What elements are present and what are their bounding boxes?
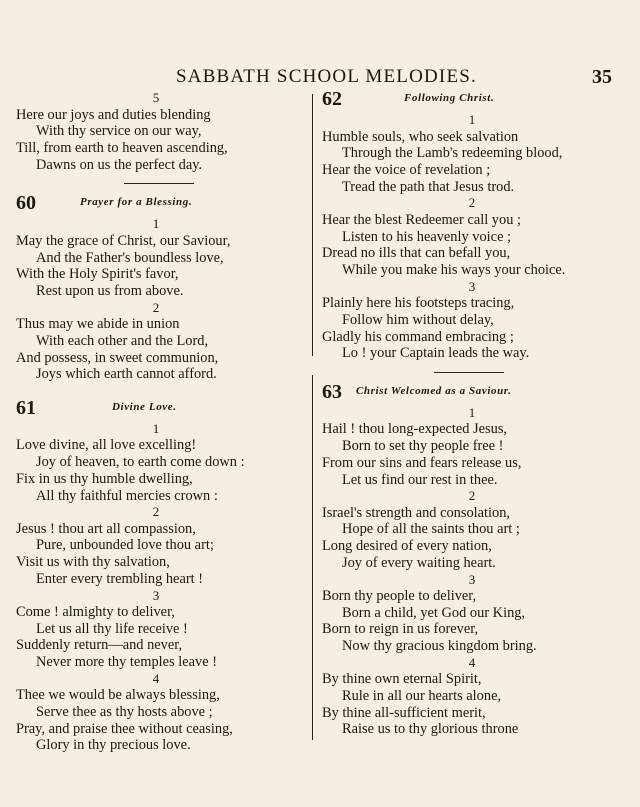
hymn-heading	[16, 396, 296, 421]
verse-line: Now thy gracious kingdom bring.	[342, 638, 537, 655]
hymn-heading	[16, 194, 296, 216]
verse-number: 4	[468, 654, 476, 670]
verse-number: 2	[468, 488, 476, 504]
verse-line: Pure, unbounded love thou art;	[36, 537, 214, 554]
verse-line: And possess, in sweet communion,	[16, 349, 219, 366]
hymn-heading	[322, 90, 622, 112]
verse-line: Long desired of every nation,	[322, 538, 492, 555]
verse-line: Lo ! your Captain leads the way.	[342, 345, 530, 362]
verse-number: 2	[152, 504, 160, 520]
continued-verse	[16, 90, 296, 173]
hymn-heading	[322, 380, 622, 405]
verse-line: Fix in us thy humble dwelling,	[16, 470, 193, 487]
hymn-number: 60	[16, 192, 36, 215]
hymn-number: 62	[322, 88, 342, 110]
verse-line: Rule in all our hearts alone,	[342, 688, 502, 705]
column-divider-top	[312, 94, 313, 356]
verse-number: 1	[468, 112, 476, 127]
verse-line: Hail ! thou long-expected Jesus,	[322, 421, 508, 438]
verse-line: From our sins and fears release us,	[322, 454, 522, 471]
verse-number: 1	[468, 404, 476, 420]
verse-line: Suddenly return—and never,	[16, 637, 183, 654]
hymn-title: Prayer for a Blessing.	[80, 196, 193, 209]
hymn-number: 61	[16, 396, 36, 419]
verse-number: 4	[152, 670, 160, 686]
verse-line: Never more thy temples leave !	[36, 654, 218, 671]
verse-line: May the grace of Christ, our Saviour,	[16, 232, 231, 249]
verse-line: By thine own eternal Spirit,	[322, 671, 482, 688]
verse-line: Here our joys and duties blending	[16, 106, 211, 123]
verse-line: With the Holy Spirit's favor,	[16, 266, 179, 283]
verse-line: Visit us with thy salvation,	[16, 554, 170, 571]
verse-line: With thy service on our way,	[36, 123, 202, 140]
hymn-63	[322, 380, 622, 738]
verse-line: Glory in thy precious love.	[36, 737, 191, 754]
verse-line: Jesus ! thou art all compassion,	[16, 520, 196, 537]
verse-line: Hear the voice of revelation ;	[322, 161, 491, 178]
verse-line: All thy faithful mercies crown :	[36, 487, 218, 504]
verse-number: 1	[152, 216, 160, 232]
verse-number: 5	[152, 90, 160, 105]
hymn-title: Divine Love.	[112, 400, 177, 413]
verse-line: Born to reign in us forever,	[322, 621, 479, 638]
verse-number: 2	[152, 299, 160, 315]
hymn-separator-rule	[124, 183, 194, 184]
column-divider-bottom	[312, 375, 313, 740]
verse-line: Gladly his command embracing ;	[322, 328, 514, 345]
verse-line: Love divine, all love excelling!	[16, 437, 197, 454]
right-column	[322, 90, 622, 738]
verse-line: Plainly here his footsteps tracing,	[322, 295, 515, 312]
left-column	[16, 90, 296, 754]
hymn-62	[322, 90, 622, 362]
verse-line: Joy of heaven, to earth come down :	[36, 454, 245, 471]
verse-line: Born thy people to deliver,	[322, 588, 477, 605]
verse-line: Tread the path that Jesus trod.	[342, 178, 515, 195]
verse-line: And the Father's boundless love,	[36, 249, 224, 266]
verse-line: Follow him without delay,	[342, 311, 494, 328]
verse-line: Born to set thy people free !	[342, 438, 504, 455]
verse-line: Dread no ills that can befall you,	[322, 245, 511, 262]
verse-line: Dawns on us the perfect day.	[36, 156, 203, 173]
verse-line: Enter every trembling heart !	[36, 570, 204, 587]
verse-number: 1	[152, 420, 160, 436]
verse-line: Pray, and praise thee without ceasing,	[16, 720, 233, 737]
verse-line: Thus may we abide in union	[16, 316, 180, 333]
verse-line: By thine all-sufficient merit,	[322, 704, 486, 721]
verse-line: Till, from earth to heaven ascending,	[16, 139, 228, 156]
verse-line: Joy of every waiting heart.	[342, 554, 496, 571]
hymn-separator-rule	[434, 372, 504, 373]
verse-line: Joys which earth cannot afford.	[36, 366, 217, 383]
verse-line: While you make his ways your choice.	[342, 261, 566, 278]
verse-number: 3	[152, 587, 160, 603]
verse-line: With each other and the Lord,	[36, 332, 209, 349]
hymn-title: Christ Welcomed as a Saviour.	[356, 384, 512, 397]
verse-line: Humble souls, who seek salvation	[322, 128, 519, 145]
hymn-number: 63	[322, 380, 342, 403]
verse-line: Thee we would be always blessing,	[16, 687, 220, 704]
verse-number: 3	[468, 278, 476, 294]
running-title: SABBATH SCHOOL MELODIES.	[176, 66, 477, 87]
verse-line: Israel's strength and consolation,	[322, 504, 511, 521]
verse-line: Let us find our rest in thee.	[342, 471, 498, 488]
verse-line: Born a child, yet God our King,	[342, 604, 526, 621]
verse-line: Rest upon us from above.	[36, 282, 184, 299]
verse-line: Listen to his heavenly voice ;	[342, 228, 512, 245]
verse-number: 2	[468, 195, 476, 211]
verse-line: Hear the blest Redeemer call you ;	[322, 211, 521, 228]
verse-line: Come ! almighty to deliver,	[16, 604, 175, 621]
verse-line: Hope of all the saints thou art ;	[342, 521, 520, 538]
verse-line: Let us all thy life receive !	[36, 620, 188, 637]
page-number: 35	[592, 66, 612, 88]
verse-line: Through the Lamb's redeeming blood,	[342, 145, 563, 162]
verse-line: Serve thee as thy hosts above ;	[36, 704, 213, 721]
verse-number: 3	[468, 571, 476, 587]
verse-line: Raise us to thy glorious throne	[342, 721, 519, 738]
hymn-title: Following Christ.	[404, 92, 495, 104]
hymn-60	[16, 194, 296, 383]
hymn-61	[16, 396, 296, 754]
